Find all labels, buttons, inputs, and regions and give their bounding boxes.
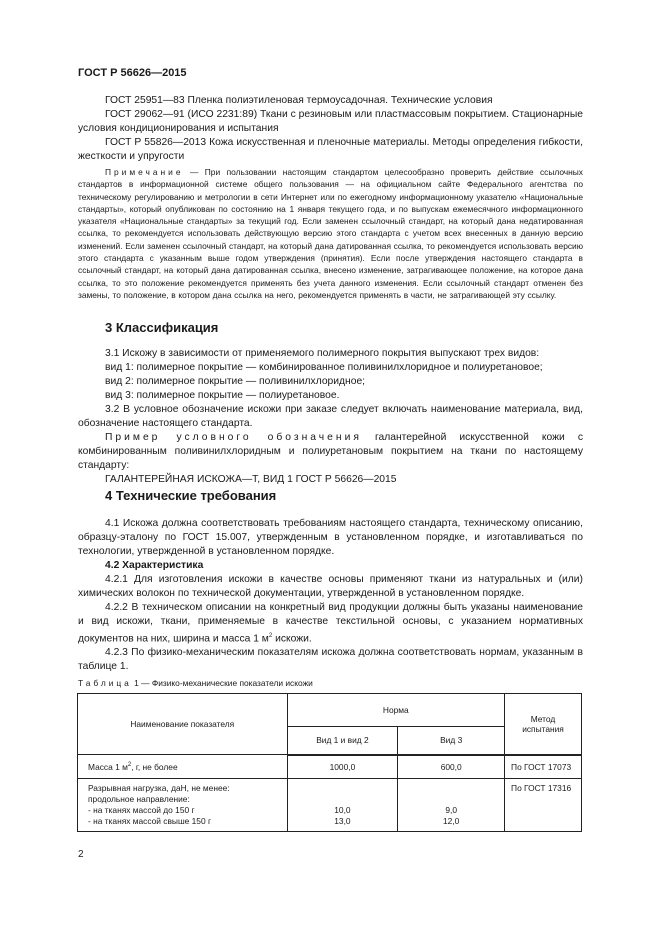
note-label: Примечание xyxy=(105,167,184,177)
type-item: вид 1: полимерное покрытие — комбинированное поливинилхлоридное и полиуретановое; xyxy=(105,362,543,373)
paragraph-3-1: 3.1 Искожу в зависимости от применяемого полимерного покрытия выпускают трех видов: xyxy=(105,348,540,359)
header-type12: Вид 1 и вид 2 xyxy=(287,727,398,755)
type-item: вид 3: полимерное покрытие — полиуретановое. xyxy=(105,390,340,401)
cell-text: - на тканях массой свыше 150 г xyxy=(88,816,212,826)
header-type3: Вид 3 xyxy=(398,727,505,755)
cell-text: , г, не более xyxy=(131,761,178,772)
cell-text: продольное направление: xyxy=(88,794,190,804)
section-3 xyxy=(78,320,583,487)
cell-text: - на тканях массой до 150 г xyxy=(88,805,195,815)
cell-text: Разрывная нагрузка, даН, не менее: xyxy=(88,783,230,793)
reference-item: ГОСТ Р 55826—2013 Кожа искусственная и пленочные материалы. Методы определения гибкости, жесткости и упругости xyxy=(78,137,583,162)
header-method: Метод испытания xyxy=(505,694,582,755)
cell-method: По ГОСТ 17316 xyxy=(505,779,582,832)
normative-references xyxy=(78,94,583,164)
section-4 xyxy=(78,488,583,674)
superscript: 2 xyxy=(127,761,132,768)
note-block xyxy=(78,166,583,301)
paragraph-4-1: 4.1 Искожа должна соответствовать требованиям настоящего стандарта, техническому описанию, образцу-эталону по ГОСТ 15.007, утвержденным в установленном порядке, и изготавливаться по технологии, утвержденной в установленном порядке. xyxy=(78,518,583,557)
example-code: ГАЛАНТЕРЕЙНАЯ ИСКОЖА—Т, ВИД 1 ГОСТ Р 56626—2015 xyxy=(105,474,397,485)
header-norm: Норма xyxy=(287,694,505,727)
table-row xyxy=(78,779,582,832)
caption-text: 1 — Физико-механические показатели искожи xyxy=(131,678,313,688)
section-heading: 3 Классификация xyxy=(105,320,219,335)
header-name: Наименование показателя xyxy=(78,694,288,755)
table-row xyxy=(78,755,582,779)
caption-label: Таблица xyxy=(78,678,132,688)
example-label: Пример условного обозначения xyxy=(105,432,362,443)
superscript: 2 xyxy=(268,633,273,639)
type-item: вид 2: полимерное покрытие — поливинилхлоридное; xyxy=(105,376,366,387)
cell-value: 1000,0 xyxy=(287,755,398,779)
paragraph-4-2-2 xyxy=(78,601,583,646)
cell-method: По ГОСТ 17073 xyxy=(505,755,582,779)
subsection-heading: 4.2 Характеристика xyxy=(105,560,204,571)
text: 4.2.2 В техническом описании на конкретный вид продукции должны быть указаны наименование и вид искожи, ткани, применяемые в качестве текстильной основы, с указанием нормативных документов на них, ширина и масса 1 м xyxy=(78,602,583,645)
text: искожи. xyxy=(272,633,312,645)
reference-item: ГОСТ 29062—91 (ИСО 2231:89) Ткани с резиновым или пластмассовым покрытием. Стационарные условия кондиционирования и испытания xyxy=(78,109,583,134)
note-text: — При пользовании настоящим стандартом целесообразно проверить действие ссылочных стандартов в информационной системе общего пользования — на официальном сайте Федерального агентства по техническому регулированию и метрологии в сети Интернет или по ежегодному информационному указателю «Национальные стандарты», который опубликован по состоянию на 1 января текущего года, и по выпускам ежемесячного информационного указателя «Национальные стандарты» за текущий год. Если заменен ссылочный стандарт, на который дана недатированная ссылка, то рекомендуется использовать действующую версию этого стандарта с учетом всех внесенных в данную версию изменений. Если заменен ссылочный стандарт, на который дана датированная ссылка, то рекомендуется использовать версию этого стандарта с указанным выше годом утверждения (принятия). Если после утверждения настоящего стандарта в ссылочный стандарт, на который дана датированная ссылка, внесено изменение, затрагивающее положение, на которое дана ссылка, то это положение рекомендуется применять без учета данного изменения. Если ссылочный стандарт отменен без замены, то положение, в котором дана ссылка на него, рекомендуется применять в части, не затрагивающей эту ссылку. xyxy=(78,167,583,300)
table-caption xyxy=(78,678,583,688)
properties-table xyxy=(77,693,582,832)
section-heading: 4 Технические требования xyxy=(105,488,277,503)
paragraph-4-2-3: 4.2.3 По физико-механическим показателям искожа должна соответствовать нормам, указанным в таблице 1. xyxy=(78,647,583,673)
cell-value: 12,0 xyxy=(443,816,460,826)
page-number: 2 xyxy=(78,849,84,860)
paragraph-3-2: 3.2 В условное обозначение искожи при заказе следует включать наименование материала, вид, обозначение настоящего стандарта. xyxy=(78,404,583,429)
example-text: галантерейной искусственной кожи с комбинированным поливинилхлоридным и полиуретановым покрытием на ткани по настоящему стандарту: xyxy=(78,432,583,471)
cell-value: 13,0 xyxy=(334,816,351,826)
cell-value: 9,0 xyxy=(445,805,457,815)
document-header: ГОСТ Р 56626—2015 xyxy=(78,67,187,79)
cell-value: 10,0 xyxy=(334,805,351,815)
cell-value: 600,0 xyxy=(398,755,505,779)
cell-text: Масса 1 м xyxy=(88,761,128,772)
paragraph-4-2-1: 4.2.1 Для изготовления искожи в качестве основы применяют ткани из натуральных и (или) химических волокон по технической документации, утвержденной в установленном порядке. xyxy=(78,574,583,599)
reference-item: ГОСТ 25951—83 Пленка полиэтиленовая термоусадочная. Технические условия xyxy=(105,95,493,106)
